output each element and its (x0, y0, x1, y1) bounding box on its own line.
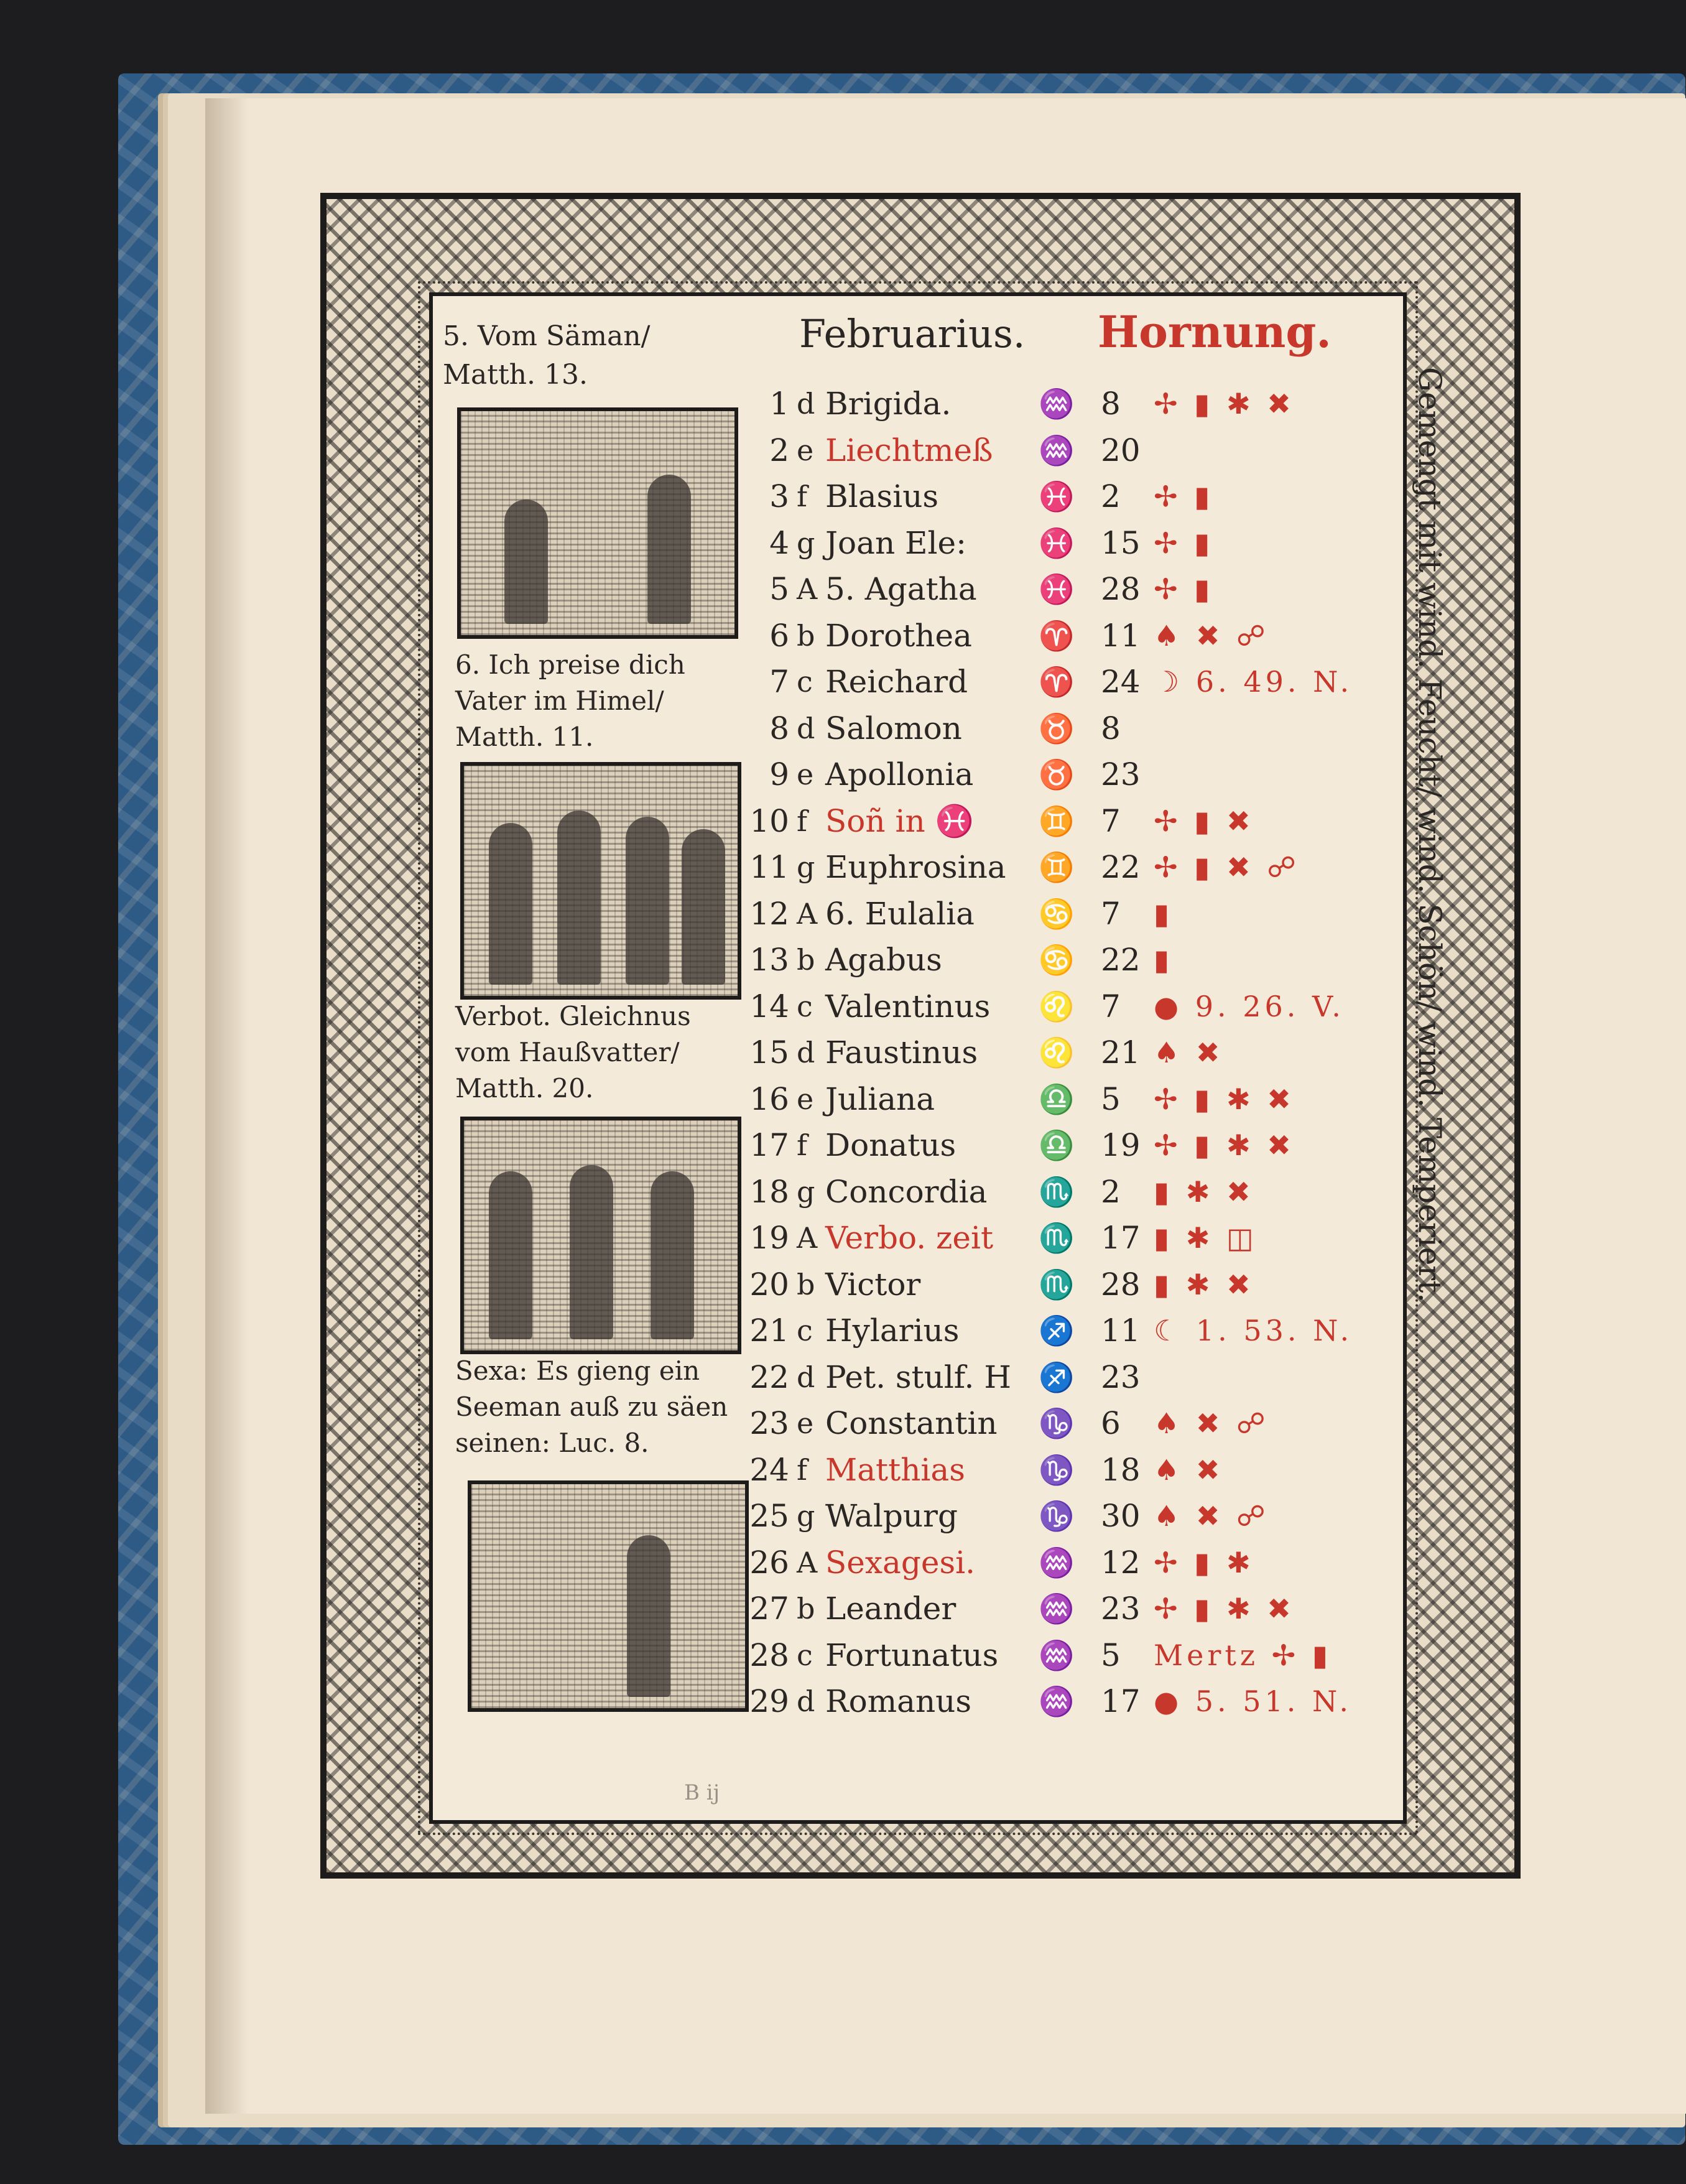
zodiac-sign-icon: ♋ (1039, 943, 1075, 977)
dominical-letter: f (797, 480, 808, 513)
dominical-letter: b (797, 1267, 815, 1301)
day-row (749, 1354, 1384, 1401)
day-row (749, 798, 1384, 845)
saint-name: Juliana (825, 1080, 935, 1117)
dominical-letter: f (797, 1452, 808, 1487)
moon-degree: 17 (1101, 1220, 1141, 1256)
saint-name: Victor (825, 1266, 921, 1303)
zodiac-sign-icon: ♓ (1039, 480, 1075, 513)
zodiac-sign-icon: ♑ (1039, 1406, 1075, 1440)
day-row (749, 613, 1384, 659)
dominical-letter: d (797, 387, 815, 421)
zodiac-sign-icon: ♓ (1039, 572, 1075, 606)
zodiac-sign-icon: ♊ (1039, 804, 1075, 838)
day-row (749, 1122, 1384, 1169)
saint-name: Faustinus (825, 1034, 978, 1071)
day-number: 11 (749, 849, 789, 885)
day-number: 9 (769, 756, 789, 792)
moon-degree: 7 (1101, 895, 1121, 932)
zodiac-sign-icon: ♋ (1039, 896, 1075, 931)
aspect-symbols: ♠ ✖ ☍ (1154, 1406, 1269, 1440)
moon-degree: 15 (1101, 524, 1141, 561)
day-row (749, 751, 1384, 798)
moon-degree: 18 (1101, 1451, 1141, 1488)
zodiac-sign-icon: ♉ (1039, 711, 1075, 745)
saint-name: Concordia (825, 1173, 988, 1210)
aspect-symbols: Mertz ✢ ▮ (1154, 1638, 1332, 1672)
aspect-symbols: ☾ 1. 53. N. (1154, 1314, 1353, 1347)
moon-degree: 28 (1101, 571, 1141, 607)
dominical-letter: e (797, 1406, 814, 1440)
moon-degree: 7 (1101, 988, 1121, 1025)
dominical-letter: f (797, 1128, 808, 1162)
day-number: 12 (749, 895, 789, 932)
saint-name: Hylarius (825, 1313, 960, 1349)
day-number: 1 (769, 386, 789, 422)
day-number: 24 (749, 1451, 789, 1488)
moon-degree: 8 (1101, 710, 1121, 746)
zodiac-sign-icon: ♏ (1039, 1221, 1075, 1255)
moon-degree: 28 (1101, 1266, 1141, 1303)
day-number: 21 (749, 1313, 789, 1349)
aspect-symbols: ✢ ▮ ✱ ✖ (1154, 1592, 1295, 1625)
dominical-letter: b (797, 1592, 815, 1625)
dominical-letter: g (797, 526, 815, 560)
zodiac-sign-icon: ♈ (1039, 665, 1075, 699)
day-number: 28 (749, 1637, 789, 1673)
sunday-gospel-label: 5. Vom Säman/ Matth. 13. (443, 320, 651, 391)
day-number: 2 (769, 432, 789, 468)
aspect-symbols: ♠ ✖ ☍ (1154, 1499, 1269, 1533)
saint-name: Joan Ele: (825, 524, 966, 561)
moon-degree: 7 (1101, 802, 1121, 839)
moon-degree: 23 (1101, 1591, 1141, 1627)
day-row (749, 659, 1384, 705)
day-row (749, 566, 1384, 613)
day-row (749, 381, 1384, 427)
woodcut-sower-field (468, 1480, 749, 1712)
aspect-symbols: ✢ ▮ (1154, 572, 1214, 606)
zodiac-sign-icon: ♏ (1039, 1174, 1075, 1209)
day-number: 22 (749, 1359, 789, 1395)
day-row (749, 1400, 1384, 1447)
dominical-letter: A (797, 896, 818, 931)
aspect-symbols: ☽ 6. 49. N. (1154, 665, 1353, 699)
aspect-symbols: ✢ ▮ ✱ ✖ (1154, 387, 1295, 421)
gospel-note-3: Sexa: Es gieng ein Seeman auß zu säen seinen: Luc. 8. (455, 1355, 728, 1458)
day-row (749, 1076, 1384, 1123)
zodiac-sign-icon: ♑ (1039, 1452, 1075, 1487)
day-row (749, 473, 1384, 520)
saint-name: Soñ in ♓ (825, 802, 974, 839)
gospel-note-2: Verbot. Gleichnus vom Haußvatter/ Matth. 20. (455, 1001, 691, 1104)
saint-name: Reichard (825, 664, 968, 700)
saint-name: Sexagesi. (825, 1544, 975, 1581)
day-number: 25 (749, 1498, 789, 1534)
aspect-symbols: ✢ ▮ ✖ (1154, 804, 1254, 838)
saint-name: Valentinus (825, 988, 991, 1025)
moon-degree: 22 (1101, 942, 1141, 978)
aspect-symbols: ✢ ▮ ✱ (1154, 1545, 1254, 1579)
zodiac-sign-icon: ♑ (1039, 1499, 1075, 1533)
dominical-letter: g (797, 1174, 815, 1209)
moon-degree: 2 (1101, 478, 1121, 514)
day-number: 3 (769, 478, 789, 514)
dominical-letter: d (797, 1360, 815, 1394)
day-row (749, 937, 1384, 983)
dominical-letter: c (797, 665, 813, 699)
day-number: 8 (769, 710, 789, 746)
day-row (749, 520, 1384, 567)
moon-degree: 21 (1101, 1034, 1141, 1071)
saint-name: Walpurg (825, 1498, 958, 1534)
dominical-letter: d (797, 1036, 815, 1069)
saint-name: Dorothea (825, 617, 972, 654)
moon-degree: 23 (1101, 1359, 1141, 1395)
dominical-letter: e (797, 1082, 814, 1116)
saint-name: Liechtmeß (825, 432, 993, 468)
woodcut-prayer (460, 762, 741, 1000)
day-number: 19 (749, 1220, 789, 1256)
saint-name: Apollonia (825, 756, 974, 792)
moon-degree: 24 (1101, 664, 1141, 700)
dominical-letter: b (797, 943, 815, 977)
zodiac-sign-icon: ♐ (1039, 1360, 1075, 1394)
day-number: 7 (769, 664, 789, 700)
day-number: 29 (749, 1683, 789, 1719)
day-number: 17 (749, 1127, 789, 1163)
day-number: 14 (749, 988, 789, 1025)
aspect-symbols: ▮ ✱ ✖ (1154, 1174, 1254, 1209)
woodcut-sower (457, 407, 738, 639)
day-number: 5 (769, 571, 789, 607)
day-row (749, 1540, 1384, 1586)
day-row (749, 1262, 1384, 1308)
zodiac-sign-icon: ♒ (1039, 387, 1075, 421)
day-row (749, 1308, 1384, 1354)
saint-name: Brigida. (825, 386, 952, 422)
moon-degree: 5 (1101, 1080, 1121, 1117)
saint-name: 6. Eulalia (825, 895, 975, 932)
zodiac-sign-icon: ♈ (1039, 618, 1075, 653)
aspect-symbols: ✢ ▮ ✱ ✖ (1154, 1082, 1295, 1116)
aspect-symbols: ♠ ✖ (1154, 1452, 1224, 1487)
moon-degree: 22 (1101, 849, 1141, 885)
dominical-letter: c (797, 1638, 813, 1672)
saint-name: Fortunatus (825, 1637, 999, 1673)
zodiac-sign-icon: ♒ (1039, 1545, 1075, 1579)
dominical-letter: d (797, 1684, 815, 1718)
aspect-symbols: ♠ ✖ (1154, 1036, 1224, 1069)
day-row (749, 1215, 1384, 1262)
zodiac-sign-icon: ♎ (1039, 1128, 1075, 1162)
day-number: 13 (749, 942, 789, 978)
day-number: 15 (749, 1034, 789, 1071)
saint-name: 5. Agatha (825, 571, 977, 607)
zodiac-sign-icon: ♊ (1039, 850, 1075, 884)
moon-degree: 11 (1101, 617, 1141, 654)
day-number: 10 (749, 802, 789, 839)
aspect-symbols: ✢ ▮ (1154, 480, 1214, 513)
aspect-symbols: ● 5. 51. N. (1154, 1684, 1352, 1718)
zodiac-sign-icon: ♏ (1039, 1267, 1075, 1301)
moon-degree: 30 (1101, 1498, 1141, 1534)
day-number: 20 (749, 1266, 789, 1303)
dominical-letter: e (797, 433, 814, 467)
aspect-symbols: ✢ ▮ ✖ ☍ (1154, 850, 1300, 884)
aspect-symbols: ♠ ✖ ☍ (1154, 618, 1269, 653)
zodiac-sign-icon: ♌ (1039, 989, 1075, 1023)
saint-name: Euphrosina (825, 849, 1006, 885)
dominical-letter: f (797, 804, 808, 838)
dominical-letter: g (797, 1499, 815, 1533)
saint-name: Matthias (825, 1451, 965, 1488)
day-row (749, 1678, 1384, 1725)
saint-name: Blasius (825, 478, 939, 514)
dominical-letter: e (797, 758, 814, 791)
day-number: 27 (749, 1591, 789, 1627)
dominical-letter: A (797, 572, 818, 606)
zodiac-sign-icon: ♐ (1039, 1314, 1075, 1347)
moon-degree: 8 (1101, 386, 1121, 422)
dominical-letter: A (797, 1221, 818, 1255)
day-number: 4 (769, 524, 789, 561)
day-number: 6 (769, 617, 789, 654)
aspect-symbols: ▮ ✱ ✖ (1154, 1267, 1254, 1301)
dominical-letter: c (797, 1314, 813, 1347)
saint-name: Romanus (825, 1683, 972, 1719)
woodcut-householder (460, 1117, 741, 1354)
day-row (749, 1029, 1384, 1076)
zodiac-sign-icon: ♓ (1039, 526, 1075, 560)
day-row (749, 844, 1384, 891)
saint-name: Donatus (825, 1127, 956, 1163)
moon-degree: 12 (1101, 1544, 1141, 1581)
zodiac-sign-icon: ♎ (1039, 1082, 1075, 1116)
moon-degree: 17 (1101, 1683, 1141, 1719)
day-row (749, 705, 1384, 752)
day-number: 16 (749, 1080, 789, 1117)
day-row (749, 1632, 1384, 1679)
zodiac-sign-icon: ♌ (1039, 1036, 1075, 1069)
day-number: 26 (749, 1544, 789, 1581)
day-row (749, 1586, 1384, 1632)
dominical-letter: d (797, 711, 815, 745)
gospel-note-1: 6. Ich preise dich Vater im Himel/ Matth. 11. (455, 649, 685, 752)
day-number: 18 (749, 1173, 789, 1210)
day-row (749, 427, 1384, 474)
dominical-letter: b (797, 618, 815, 653)
zodiac-sign-icon: ♒ (1039, 1684, 1075, 1718)
saint-name: Verbo. zeit (825, 1220, 994, 1256)
zodiac-sign-icon: ♒ (1039, 1638, 1075, 1672)
aspect-symbols: ▮ (1154, 943, 1174, 977)
weather-forecast: Gemengt mit wind. Feucht/ wind. Schön/ wind. Temperiert. (1412, 367, 1448, 1303)
month-latin-title: Februarius. (799, 311, 1026, 356)
moon-degree: 23 (1101, 756, 1141, 792)
day-row (749, 1169, 1384, 1215)
aspect-symbols: ▮ ✱ ◫ (1154, 1221, 1258, 1255)
signature-mark: B ij (684, 1780, 720, 1805)
day-row (749, 1493, 1384, 1540)
month-german-title: Hornung. (1098, 306, 1332, 358)
day-row (749, 891, 1384, 937)
page-gutter (205, 98, 249, 2114)
aspect-symbols: ✢ ▮ (1154, 526, 1214, 560)
saint-name: Salomon (825, 710, 962, 746)
day-row (749, 1447, 1384, 1494)
moon-degree: 2 (1101, 1173, 1121, 1210)
saint-name: Pet. stulf. H (825, 1359, 1011, 1395)
zodiac-sign-icon: ♉ (1039, 758, 1075, 791)
zodiac-sign-icon: ♒ (1039, 433, 1075, 467)
dominical-letter: g (797, 850, 815, 884)
aspect-symbols: ▮ (1154, 896, 1174, 931)
saint-name: Agabus (825, 942, 942, 978)
moon-degree: 19 (1101, 1127, 1141, 1163)
moon-degree: 5 (1101, 1637, 1121, 1673)
moon-degree: 6 (1101, 1405, 1121, 1441)
saint-name: Leander (825, 1591, 956, 1627)
day-number: 23 (749, 1405, 789, 1441)
moon-degree: 20 (1101, 432, 1141, 468)
aspect-symbols: ● 9. 26. V. (1154, 989, 1345, 1023)
aspect-symbols: ✢ ▮ ✱ ✖ (1154, 1128, 1295, 1162)
zodiac-sign-icon: ♒ (1039, 1592, 1075, 1625)
day-list (749, 381, 1384, 1725)
dominical-letter: A (797, 1545, 818, 1579)
day-row (749, 983, 1384, 1030)
moon-degree: 11 (1101, 1313, 1141, 1349)
dominical-letter: c (797, 989, 813, 1023)
saint-name: Constantin (825, 1405, 998, 1441)
